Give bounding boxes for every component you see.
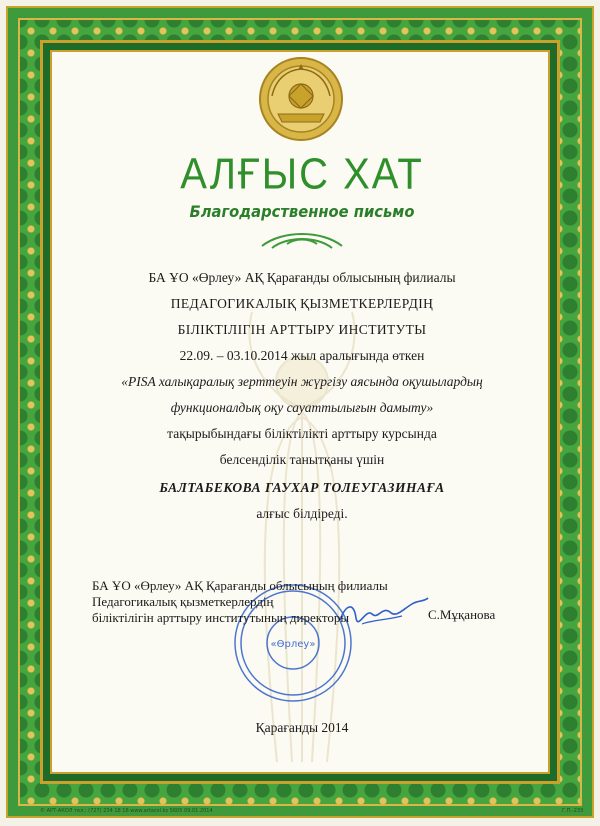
recipient-name: БАЛТАБЕКОВА ГАУХАР ТОЛЕУГАЗИНАҒА <box>159 480 445 495</box>
form-code: Г.П.-233 <box>562 808 584 814</box>
title-ornament-icon <box>257 226 347 252</box>
org-line-3: БІЛІКТІЛІГІН АРТТЫРУ ИНСТИТУТЫ <box>177 322 427 337</box>
stamp-label: «Өрлеу» <box>270 639 316 650</box>
org-line-1: БА ҰО «Өрлеу» АҚ Қарағанды облысының филиалы <box>148 270 456 285</box>
city-year: Қарағанды 2014 <box>255 720 349 735</box>
signature-org-line-3: біліктілігін арттыру институтының директоры <box>92 610 350 625</box>
thanks-line: алғыс білдіреді. <box>256 506 348 521</box>
org-line-2: ПЕДАГОГИКАЛЫҚ ҚЫЗМЕТКЕРЛЕРДІҢ <box>170 296 434 311</box>
certificate-paper <box>50 50 550 774</box>
signature-org-line-2: Педагогикалық қызметкерлердің <box>92 594 274 609</box>
activity-line: белсенділік танытқаны үшін <box>219 452 385 467</box>
printer-imprint: © АРТ-АКОЛ тел.: (727) 234 18 16 www.artacol.kz 5605 09.01.2014 <box>40 808 213 814</box>
signer-name: С.Мұқанова <box>428 607 496 622</box>
title-russian: Благодарственное письмо <box>189 202 415 221</box>
topic-line: тақырыбындағы біліктілікті арттыру курсында <box>167 426 437 441</box>
course-dates: 22.09. – 03.10.2014 жыл аралығында өткен <box>179 348 425 363</box>
course-title-line-1: «PISA халықаралық зерттеуін жүргізу аясында оқушылардың <box>121 374 483 389</box>
kazakhstan-state-emblem-icon <box>258 56 344 142</box>
course-title-line-2: функционалдық оқу сауаттылығын дамыту» <box>170 400 434 415</box>
signature-org-line-1: БА ҰО «Өрлеу» АҚ Қарағанды облысының филиалы <box>92 578 388 593</box>
title-kazakh: АЛҒЫС ХАТ <box>180 149 424 199</box>
